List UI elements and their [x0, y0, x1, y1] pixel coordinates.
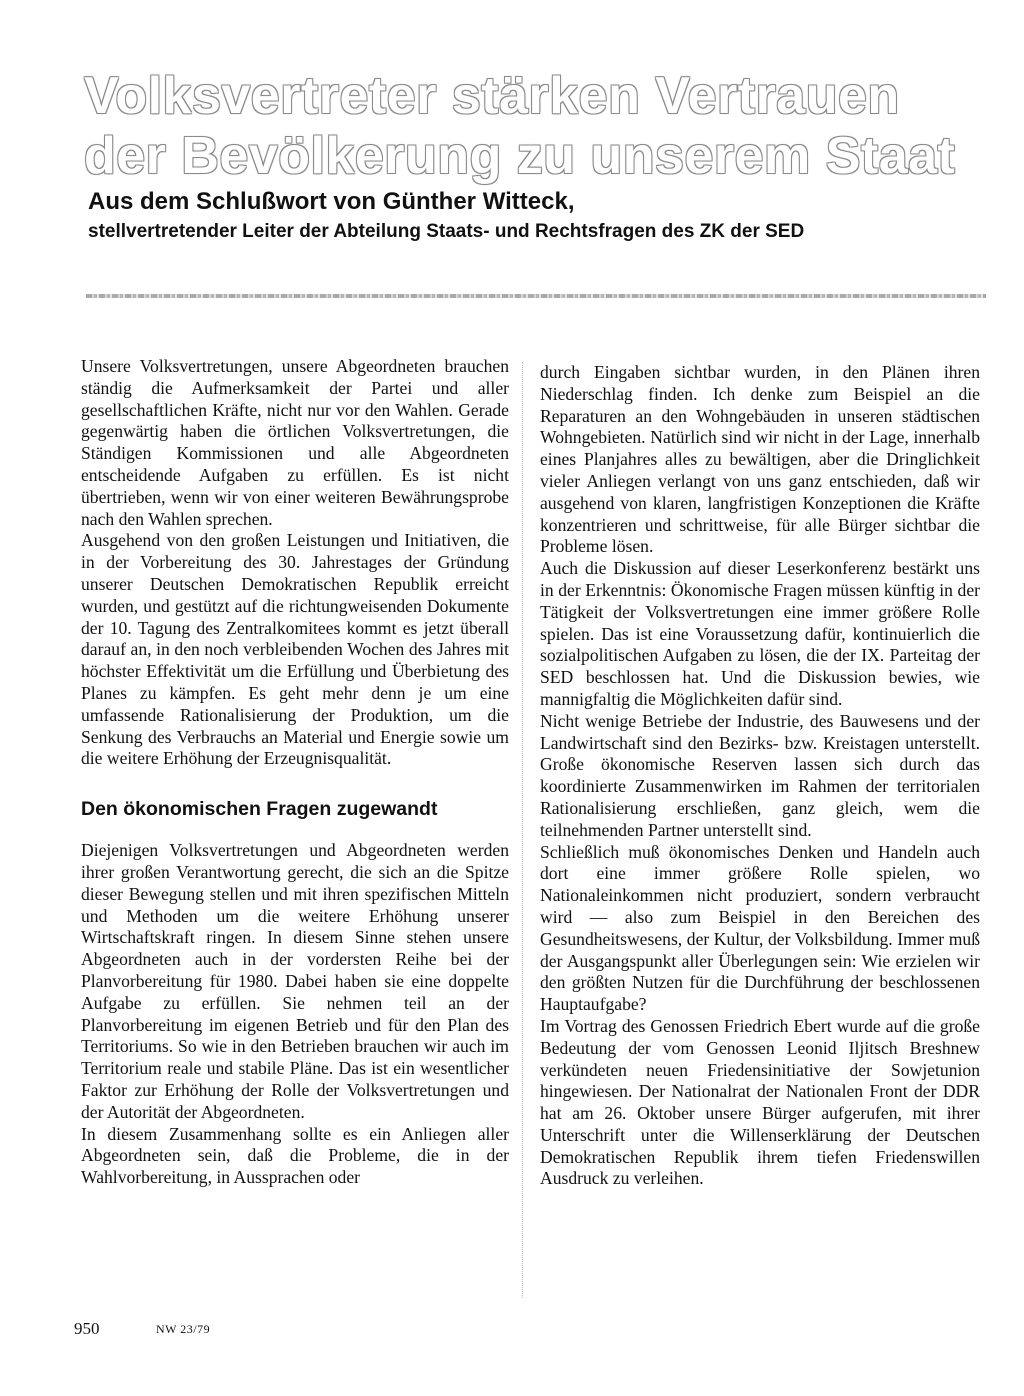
paragraph: Unsere Volksvertretungen, unsere Abgeordneten brauchen ständig die Aufmerksamkeit der Partei und aller gesellschaftlichen Kräfte, nicht nur vor den Wahlen. Gerade gegenwärtig haben die örtlichen Volksvertretungen, die Ständigen Kommissionen und alle Abgeordneten entscheidende Aufgaben zu erfüllen. Es ist nicht übertrieben, wenn wir von einer weiteren Bewährungsprobe nach den Wahlen sprechen.	[81, 356, 509, 529]
column-divider	[522, 362, 523, 1298]
subheadline	[88, 186, 988, 246]
paragraph: Ausgehend von den großen Leistungen und Initiativen, die in der Vorbereitung des 30. Jahrestages der Gründung unserer Deutschen Demokratischen Republik erreicht wurden, und gestützt auf die richtungweisenden Dokumente der 10. Tagung des Zentralkomitees kommt es jetzt überall darauf an, in den noch verbleibenden Wochen des Jahres mit höchster Effektivität um die Erfüllung und Überbietung des Planes zu kämpfen. Es geht mehr denn je um eine umfassende Rationalisierung der Produktion, um die Senkung des Verbrauchs an Material und Energie sowie um die weitere Erhöhung der Erzeugnisqualität.	[81, 530, 509, 769]
header-rule	[86, 294, 986, 298]
paragraph: durch Eingaben sichtbar wurden, in den Plänen ihren Niederschlag finden. Ich denke zum Beispiel an die Reparaturen an den Wohngebäuden in unseren städtischen Wohngebieten. Natürlich sind wir nicht in der Lage, innerhalb eines Planjahres alles zu bewältigen, aber die Dringlichkeit vieler Anliegen verlangt von uns ganz entschieden, daß wir ausgehend von klaren, langfristigen Konzeptionen die Kräfte konzentrieren und schrittweise, für alle Bürger sichtbar die Probleme lösen.	[540, 362, 980, 557]
headline-line-1: Volksvertreter stärken Vertrauen	[84, 67, 900, 125]
paragraph: Im Vortrag des Genossen Friedrich Ebert wurde auf die große Bedeutung der vom Genossen Leonid Iljitsch Breshnew verkündeten neuen Friedensinitiative der Sowjetunion hingewiesen. Der Nationalrat der Nationalen Front der DDR hat am 26. Oktober unsere Bürger aufgerufen, mit ihrer Unterschrift unter die Willenserklärung der Deutschen Demokratischen Republik ihrem tiefen Friedenswillen Ausdruck zu verleihen.	[540, 1015, 980, 1189]
paragraph: Auch die Diskussion auf dieser Leserkonferenz bestärkt uns in der Erkenntnis: Ökonomische Fragen müssen künftig in der Tätigkeit der Volksvertretungen eine immer größere Rolle spielen. Das ist eine Voraussetzung dafür, kontinuierlich die sozialpolitischen Aufgaben zu lösen, die der IX. Parteitag der SED beschlossen hat. Und die Diskussion bewies, wie mannigfaltig die Möglichkeiten dafür sind.	[540, 558, 980, 709]
issue-label: NW 23/79	[156, 1322, 211, 1336]
left-column	[81, 356, 509, 1189]
headline-line-2: der Bevölkerung zu unserem Staat	[84, 127, 956, 185]
subheadline-line-1: Aus dem Schlußwort von Günther Witteck,	[88, 188, 575, 215]
paragraph: In diesem Zusammenhang sollte es ein Anliegen aller Abgeordneten sein, daß die Probleme, die in der Wahlvorbereitung, in Aussprachen oder	[81, 1123, 509, 1188]
right-column	[540, 362, 980, 1190]
section-heading: Den ökonomischen Fragen zugewandt	[81, 798, 438, 821]
page-number: 950	[74, 1319, 100, 1338]
subheadline-line-2: stellvertretender Leiter der Abteilung Staats- und Rechtsfragen des ZK der SED	[88, 221, 805, 242]
paragraph: Schließlich muß ökonomisches Denken und Handeln auch dort eine immer größere Rolle spielen, wo Nationaleinkommen nicht produziert, sondern verbraucht wird — also zum Beispiel in den Bereichen des Gesundheitswesens, der Kultur, der Volksbildung. Immer muß der Ausgangspunkt aller Überlegungen sein: Wie erzielen wir den größten Nutzen für die Durchführung der beschlossenen Hauptaufgabe?	[540, 841, 980, 1015]
headline	[84, 66, 984, 186]
paragraph: Diejenigen Volksvertretungen und Abgeordneten werden ihrer großen Verantwortung gerecht, die sich an die Spitze dieser Bewegung stellen und mit ihren spezifischen Mitteln und Methoden um die weitere Erhöhung unserer Wirtschaftskraft ringen. In diesem Sinne stehen unsere Abgeordneten auch in der vordersten Reihe bei der Planvorbereitung für 1980. Dabei haben sie eine doppelte Aufgabe zu erfüllen. Sie nehmen teil an der Planvorbereitung im eigenen Betrieb und für den Plan des Territoriums. So wie in den Betrieben brauchen wir auch im Territorium reale und stabile Pläne. Das ist ein wesentlicher Faktor zur Erhöhung der Rolle der Volksvertretungen und der Autorität der Abgeordneten.	[81, 840, 509, 1122]
paragraph: Nicht wenige Betriebe der Industrie, des Bauwesens und der Landwirtschaft sind den Bezirks- bzw. Kreistagen unterstellt. Große ökonomische Reserven lassen sich durch das koordinierte Zusammenwirken im Rahmen der territorialen Rationalisierung erschließen, ganz gleich, wem die teilnehmenden Partner unterstellt sind.	[540, 710, 980, 840]
